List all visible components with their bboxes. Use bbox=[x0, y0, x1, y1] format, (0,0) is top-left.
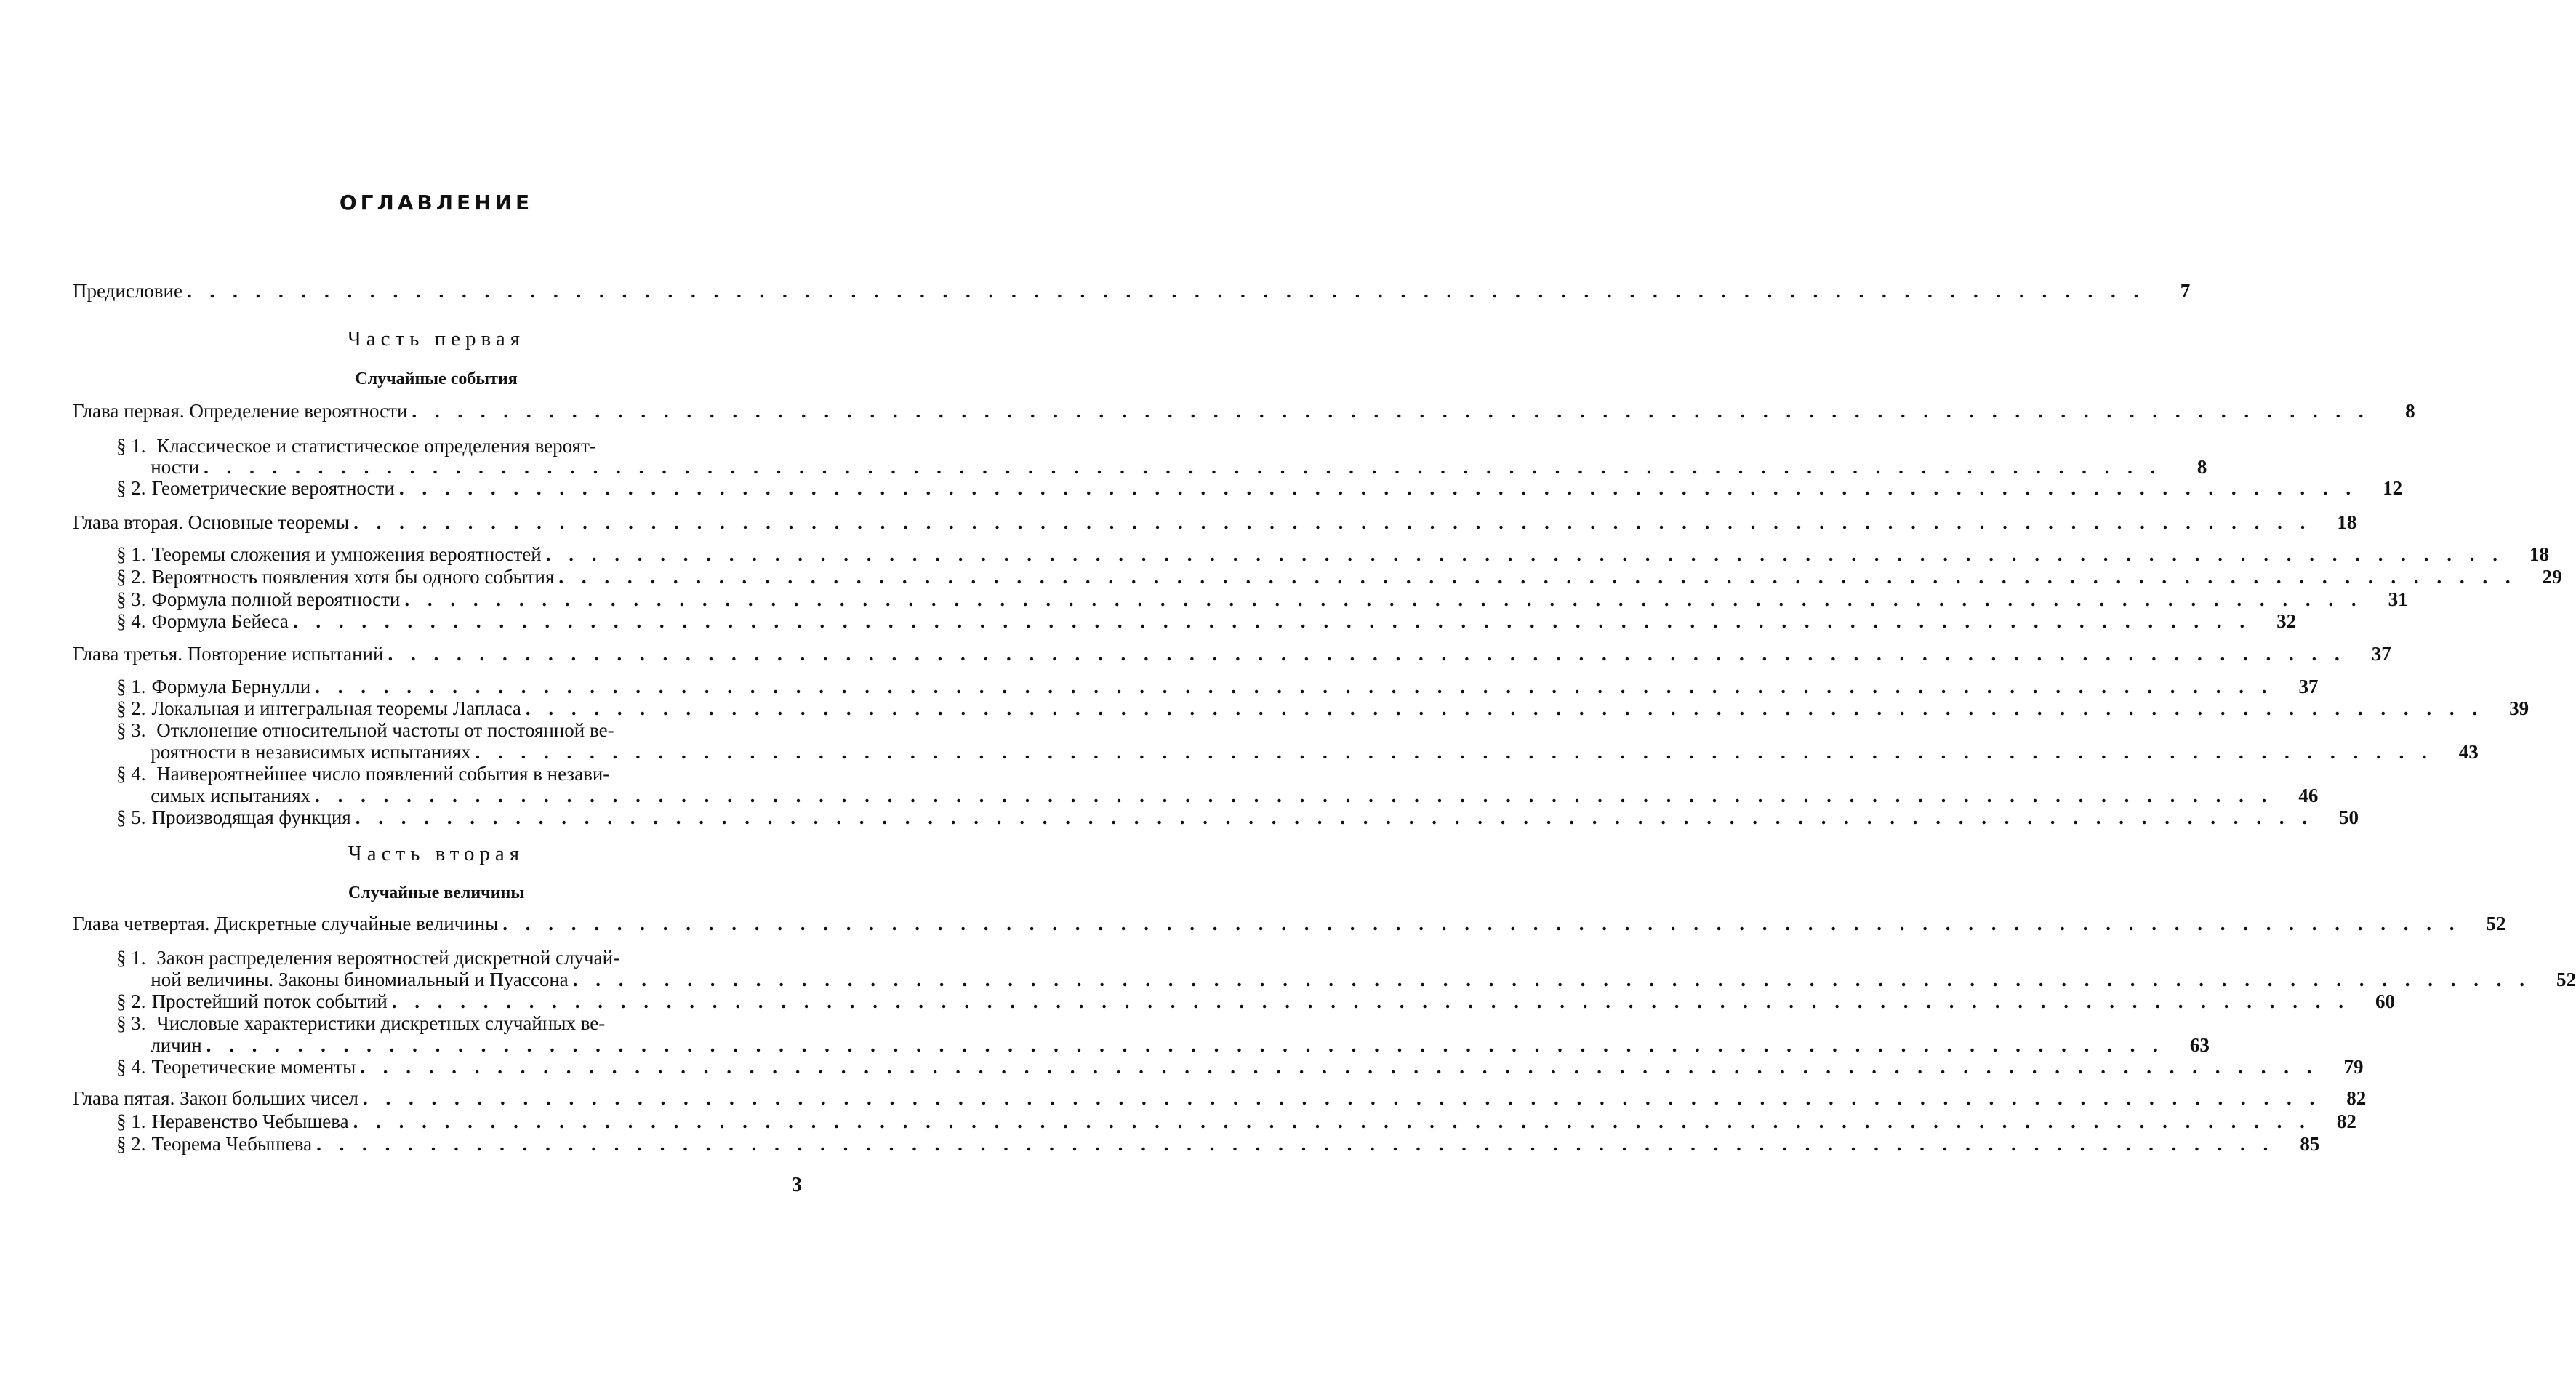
toc-entry-preface[interactable] bbox=[73, 280, 2191, 302]
leader-dots bbox=[404, 588, 2362, 610]
entry-label: Глава вторая. Основные теоремы bbox=[73, 511, 350, 533]
entry-label-line1: Числовые характеристики дискретных случайных ве- bbox=[156, 1012, 606, 1034]
toc-heading: ОГЛАВЛЕНИЕ bbox=[339, 191, 534, 215]
leader-dots bbox=[315, 785, 2273, 806]
entry-label-line2: роятности в независимых испытаниях bbox=[151, 741, 471, 763]
entry-page: 63 bbox=[2189, 1034, 2210, 1056]
toc-entry-chapter-5[interactable] bbox=[73, 1087, 2367, 1109]
leader-dots bbox=[526, 697, 2484, 719]
toc-entry-ch1-s1-line1[interactable] bbox=[116, 435, 802, 457]
section-number: § 2. bbox=[116, 477, 146, 499]
leader-dots bbox=[353, 511, 2311, 533]
entry-page: 52 bbox=[2486, 913, 2506, 934]
leader-dots bbox=[356, 806, 2314, 828]
part-one-subtitle: Случайные события bbox=[355, 369, 518, 388]
toc-entry-ch3-s3[interactable] bbox=[116, 741, 2479, 763]
toc-entry-ch4-s3-line1[interactable] bbox=[116, 1012, 802, 1034]
toc-entry-ch4-s1-line1[interactable] bbox=[116, 947, 802, 969]
entry-page: 50 bbox=[2338, 806, 2359, 828]
section-number: § 1. bbox=[116, 947, 146, 969]
toc-entry-ch2-s3[interactable] bbox=[116, 588, 2408, 610]
leader-dots bbox=[363, 1087, 2321, 1109]
entry-page: 29 bbox=[2542, 566, 2562, 588]
toc-entry-chapter-2[interactable] bbox=[73, 511, 2357, 533]
toc-entry-ch3-s4-line1[interactable] bbox=[116, 763, 802, 785]
section-number: § 1. bbox=[116, 435, 146, 457]
entry-page: 12 bbox=[2383, 477, 2403, 499]
entry-label: Производящая функция bbox=[151, 806, 351, 828]
toc-entry-ch3-s5[interactable] bbox=[116, 806, 2359, 828]
toc-entry-ch2-s4[interactable] bbox=[116, 610, 2297, 632]
entry-page: 7 bbox=[2180, 280, 2191, 302]
toc-entry-ch3-s2[interactable] bbox=[116, 697, 2529, 719]
leader-dots bbox=[573, 969, 2531, 990]
entry-label: Формула полной вероятности bbox=[151, 588, 401, 610]
entry-label: Теорема Чебышева bbox=[151, 1133, 313, 1155]
toc-entry-chapter-1[interactable] bbox=[73, 400, 2415, 422]
section-number: § 2. bbox=[116, 566, 146, 588]
toc-entry-ch4-s2[interactable] bbox=[116, 990, 2396, 1012]
leader-dots bbox=[293, 610, 2251, 632]
section-number: § 1. bbox=[116, 543, 146, 565]
section-number: § 3. bbox=[116, 1012, 146, 1034]
entry-label-line1: Закон распределения вероятностей дискретной случай- bbox=[156, 947, 620, 969]
entry-label-line1: Классическое и статистическое определения вероят- bbox=[156, 435, 596, 457]
leader-dots bbox=[187, 280, 2145, 302]
toc-entry-ch1-s2[interactable] bbox=[116, 477, 2403, 499]
leader-dots bbox=[546, 543, 2504, 565]
section-number: § 3. bbox=[116, 719, 146, 741]
toc-entry-ch3-s1[interactable] bbox=[116, 676, 2319, 697]
section-number: § 4. bbox=[116, 1056, 146, 1078]
leader-dots bbox=[360, 1056, 2318, 1078]
entry-page: 32 bbox=[2276, 610, 2297, 632]
leader-dots bbox=[392, 990, 2350, 1012]
entry-label: Глава третья. Повторение испытаний bbox=[73, 643, 384, 665]
entry-page: 52 bbox=[2556, 969, 2576, 990]
section-number: § 2. bbox=[116, 990, 146, 1012]
entry-page: 8 bbox=[2405, 400, 2415, 422]
leader-dots bbox=[558, 566, 2516, 588]
toc-entry-ch4-s1[interactable] bbox=[116, 969, 2576, 990]
leader-dots bbox=[316, 1133, 2274, 1155]
leader-dots bbox=[204, 456, 2162, 478]
entry-page: 60 bbox=[2375, 990, 2396, 1012]
entry-page: 85 bbox=[2300, 1133, 2320, 1155]
entry-page: 8 bbox=[2196, 456, 2207, 478]
section-number: § 3. bbox=[116, 588, 146, 610]
entry-label-line1: Отклонение относительной частоты от постоянной ве- bbox=[156, 719, 614, 741]
leader-dots bbox=[502, 913, 2460, 934]
entry-page: 82 bbox=[2336, 1110, 2356, 1132]
entry-page: 37 bbox=[2371, 643, 2391, 665]
entry-page: 43 bbox=[2458, 741, 2479, 763]
entry-page: 46 bbox=[2298, 785, 2319, 806]
leader-dots bbox=[353, 1110, 2311, 1132]
part-two-title: Часть вторая bbox=[348, 842, 525, 865]
entry-label: Теоремы сложения и умножения вероятностей bbox=[151, 543, 542, 565]
toc-entry-ch2-s2[interactable] bbox=[116, 566, 2562, 588]
entry-page: 18 bbox=[2337, 511, 2357, 533]
entry-label: Локальная и интегральная теоремы Лапласа bbox=[151, 697, 521, 719]
toc-entry-ch5-s2[interactable] bbox=[116, 1133, 2320, 1155]
entry-page: 18 bbox=[2529, 543, 2549, 565]
entry-label-line2: личин bbox=[151, 1034, 202, 1056]
entry-label: Геометрические вероятности bbox=[151, 477, 395, 499]
entry-label: Формула Бернулли bbox=[151, 676, 311, 697]
entry-label-line1: Наивероятнейшее число появлений события в незави- bbox=[156, 763, 610, 785]
entry-page: 37 bbox=[2298, 676, 2319, 697]
toc-entry-ch3-s4[interactable] bbox=[116, 785, 2319, 806]
toc-entry-ch1-s1[interactable] bbox=[116, 456, 2207, 478]
toc-entry-chapter-4[interactable] bbox=[73, 913, 2506, 934]
entry-label-line2: симых испытаниях bbox=[151, 785, 311, 806]
entry-page: 39 bbox=[2509, 697, 2529, 719]
toc-entry-ch4-s3[interactable] bbox=[116, 1034, 2210, 1056]
entry-label: Простейший поток событий bbox=[151, 990, 388, 1012]
leader-dots bbox=[476, 741, 2433, 763]
entry-page: 82 bbox=[2346, 1087, 2367, 1109]
entry-label: Теоретические моменты bbox=[151, 1056, 356, 1078]
leader-dots bbox=[206, 1034, 2164, 1056]
section-number: § 1. bbox=[116, 676, 146, 697]
entry-label: Глава четвертая. Дискретные случайные величины bbox=[73, 913, 499, 934]
toc-entry-ch2-s1[interactable] bbox=[116, 543, 2549, 565]
section-number: § 2. bbox=[116, 1133, 146, 1155]
toc-entry-ch3-s3-line1[interactable] bbox=[116, 719, 802, 741]
section-number: § 5. bbox=[116, 806, 146, 828]
entry-label-line2: ности bbox=[151, 456, 200, 478]
part-two-subtitle: Случайные величины bbox=[348, 884, 525, 902]
entry-label: Глава первая. Определение вероятности bbox=[73, 400, 408, 422]
leader-dots bbox=[399, 477, 2357, 499]
entry-label: Глава пятая. Закон больших чисел bbox=[73, 1087, 358, 1109]
toc-entry-ch5-s1[interactable] bbox=[116, 1110, 2356, 1132]
section-number: § 2. bbox=[116, 697, 146, 719]
toc-entry-chapter-3[interactable] bbox=[73, 643, 2391, 665]
leader-dots bbox=[412, 400, 2370, 422]
entry-label: Формула Бейеса bbox=[151, 610, 289, 632]
page-number: 3 bbox=[792, 1174, 802, 1196]
leader-dots bbox=[315, 676, 2273, 697]
leader-dots bbox=[388, 643, 2346, 665]
entry-label: Вероятность появления хотя бы одного события bbox=[151, 566, 555, 588]
section-number: § 4. bbox=[116, 763, 146, 785]
toc-entry-ch4-s4[interactable] bbox=[116, 1056, 2364, 1078]
section-number: § 1. bbox=[116, 1110, 146, 1132]
entry-page: 31 bbox=[2388, 588, 2408, 610]
entry-page: 79 bbox=[2343, 1056, 2364, 1078]
part-one-title: Часть первая bbox=[347, 327, 526, 351]
entry-label: Предисловие bbox=[73, 280, 182, 302]
entry-label: Неравенство Чебышева bbox=[151, 1110, 349, 1132]
section-number: § 4. bbox=[116, 610, 146, 632]
entry-label-line2: ной величины. Законы биномиальный и Пуассона bbox=[151, 969, 569, 990]
